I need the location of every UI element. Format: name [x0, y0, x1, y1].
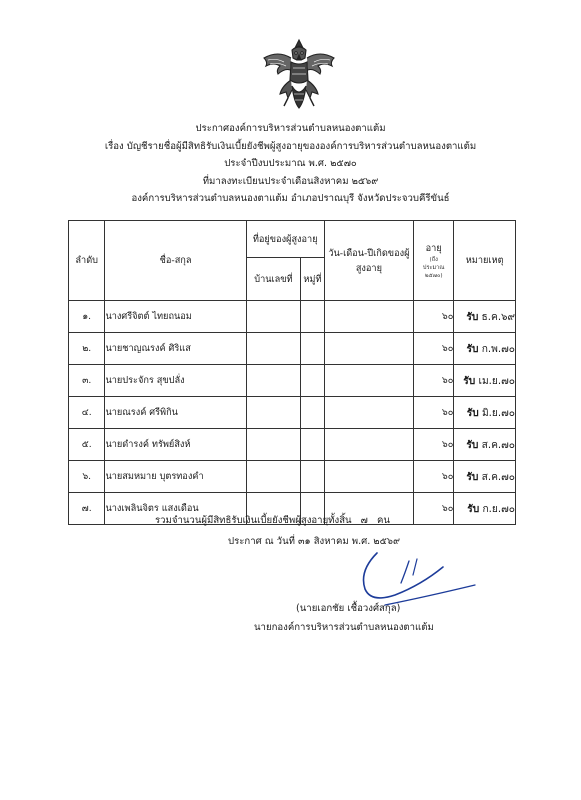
row-house-no [246, 461, 300, 493]
row-no: ๗. [69, 493, 105, 525]
row-note-month: ส.ค.๗๐ [481, 439, 515, 451]
row-note [454, 397, 516, 429]
summary-line [155, 513, 396, 528]
row-no: ๖. [69, 461, 105, 493]
row-name: นายณรงค์ ศรีพิกิน [105, 397, 246, 429]
row-no: ๓. [69, 365, 105, 397]
header-house-no: บ้านเลขที่ [246, 258, 300, 301]
summary-unit: คน [376, 515, 390, 526]
table-header-row [69, 221, 516, 258]
row-house-no [246, 333, 300, 365]
garuda-emblem-icon [258, 36, 340, 114]
beneficiary-table [68, 220, 516, 525]
row-note [454, 461, 516, 493]
row-note [454, 301, 516, 333]
row-moo [301, 333, 325, 365]
row-age: ๖๐ [414, 365, 454, 397]
summary-count: ๗ [360, 515, 368, 526]
row-house-no [246, 301, 300, 333]
row-note [454, 429, 516, 461]
row-dob [324, 461, 413, 493]
row-note-prefix: รับ [466, 471, 479, 483]
row-note-month: ก.ย.๗๐ [482, 503, 515, 515]
row-name: นางเพลินจิตร แสงเดือน [105, 493, 246, 525]
header-age [414, 221, 454, 301]
header-dob: วัน-เดือน-ปีเกิดของผู้สูงอายุ [324, 221, 413, 301]
row-note-prefix: รับ [466, 311, 479, 323]
row-note-prefix: รับ [466, 343, 479, 355]
row-no: ๕. [69, 429, 105, 461]
table-row [69, 365, 516, 397]
row-note-month: ก.พ.๗๐ [481, 343, 515, 355]
header-age-sub-1: (ถึง [429, 257, 438, 263]
row-house-no [246, 429, 300, 461]
header-line-2: เรื่อง บัญชีรายชื่อผู้มีสิทธิรับเงินเบี้ยยังชีพผู้สูงอายุขององค์การบริหารส่วนตำบลหนองตาแต้ม [104, 140, 477, 152]
row-note [454, 365, 516, 397]
row-dob [324, 365, 413, 397]
row-name: นายประจักร สุขปลั่ง [105, 365, 246, 397]
row-name: นายสมหมาย บุตรทองคำ [105, 461, 246, 493]
row-dob [324, 301, 413, 333]
signer-title: นายกองค์การบริหารส่วนตำบลหนองตาแต้ม [254, 622, 434, 633]
table-row [69, 397, 516, 429]
row-moo [301, 365, 325, 397]
row-moo [301, 461, 325, 493]
row-house-no [246, 365, 300, 397]
row-note [454, 333, 516, 365]
row-age: ๖๐ [414, 397, 454, 429]
row-house-no [246, 397, 300, 429]
header-moo: หมู่ที่ [301, 258, 325, 301]
summary-text: รวมจำนวนผู้มีสิทธิรับเงินเบี้ยยังชีพผู้สูงอายุทั้งสิ้น [155, 515, 352, 526]
row-note-prefix: รับ [463, 375, 476, 387]
table-row [69, 301, 516, 333]
header-age-sub-3: ๒๕๗๐) [424, 273, 443, 279]
row-name: นางศรีจิตต์ ไทยถนอม [105, 301, 246, 333]
row-age: ๖๐ [414, 301, 454, 333]
header-note: หมายเหตุ [454, 221, 516, 301]
row-no: ๑. [69, 301, 105, 333]
header-age-sub-2: ประมาณ [422, 265, 445, 271]
row-no: ๔. [69, 397, 105, 429]
row-moo [301, 429, 325, 461]
signer-name: (นายเอกชัย เชื้อวงศ์สกุล) [296, 603, 401, 614]
table-row [69, 333, 516, 365]
header-line-1: ประกาศองค์การบริหารส่วนตำบลหนองตาแต้ม [195, 123, 386, 134]
document-header [0, 120, 581, 208]
announce-date: ประกาศ ณ วันที่ ๓๑ สิงหาคม พ.ศ. ๒๕๖๙ [228, 536, 401, 547]
header-line-3: ประจำปีงบประมาณ พ.ศ. ๒๕๗๐ [224, 158, 357, 170]
header-line-4: ที่มาลงทะเบียนประจำเดือนสิงหาคม ๒๕๖๙ [202, 175, 379, 187]
header-no: ลำดับ [69, 221, 105, 301]
header-name: ชื่อ-สกุล [105, 221, 246, 301]
row-age: ๖๐ [414, 429, 454, 461]
row-age: ๖๐ [414, 333, 454, 365]
row-moo [301, 301, 325, 333]
row-note-month: ส.ค.๗๐ [481, 471, 515, 483]
row-age: ๖๐ [414, 461, 454, 493]
row-note-month: มิ.ย.๗๐ [481, 407, 515, 419]
row-name: นายชาญณรงค์ ศิริแส [105, 333, 246, 365]
row-dob [324, 429, 413, 461]
row-note [454, 493, 516, 525]
row-note-month: เม.ย.๗๐ [478, 375, 515, 387]
row-dob [324, 333, 413, 365]
row-no: ๒. [69, 333, 105, 365]
table-row [69, 461, 516, 493]
row-dob [324, 397, 413, 429]
table-row [69, 429, 516, 461]
row-note-prefix: รับ [466, 439, 479, 451]
header-address: ที่อยู่ของผู้สูงอายุ [246, 221, 324, 258]
header-line-5: องค์การบริหารส่วนตำบลหนองตาแต้ม อำเภอปราณบุรี จังหวัดประจวบคีรีขันธ์ [131, 193, 450, 205]
row-name: นายดำรงค์ ทรัพย์สิงห์ [105, 429, 246, 461]
row-note-prefix: รับ [467, 503, 480, 515]
row-note-prefix: รับ [466, 407, 479, 419]
header-age-label: อายุ [425, 243, 442, 254]
row-note-month: ธ.ค.๖๙ [481, 311, 515, 323]
row-age: ๖๐ [414, 493, 454, 525]
row-moo [301, 397, 325, 429]
